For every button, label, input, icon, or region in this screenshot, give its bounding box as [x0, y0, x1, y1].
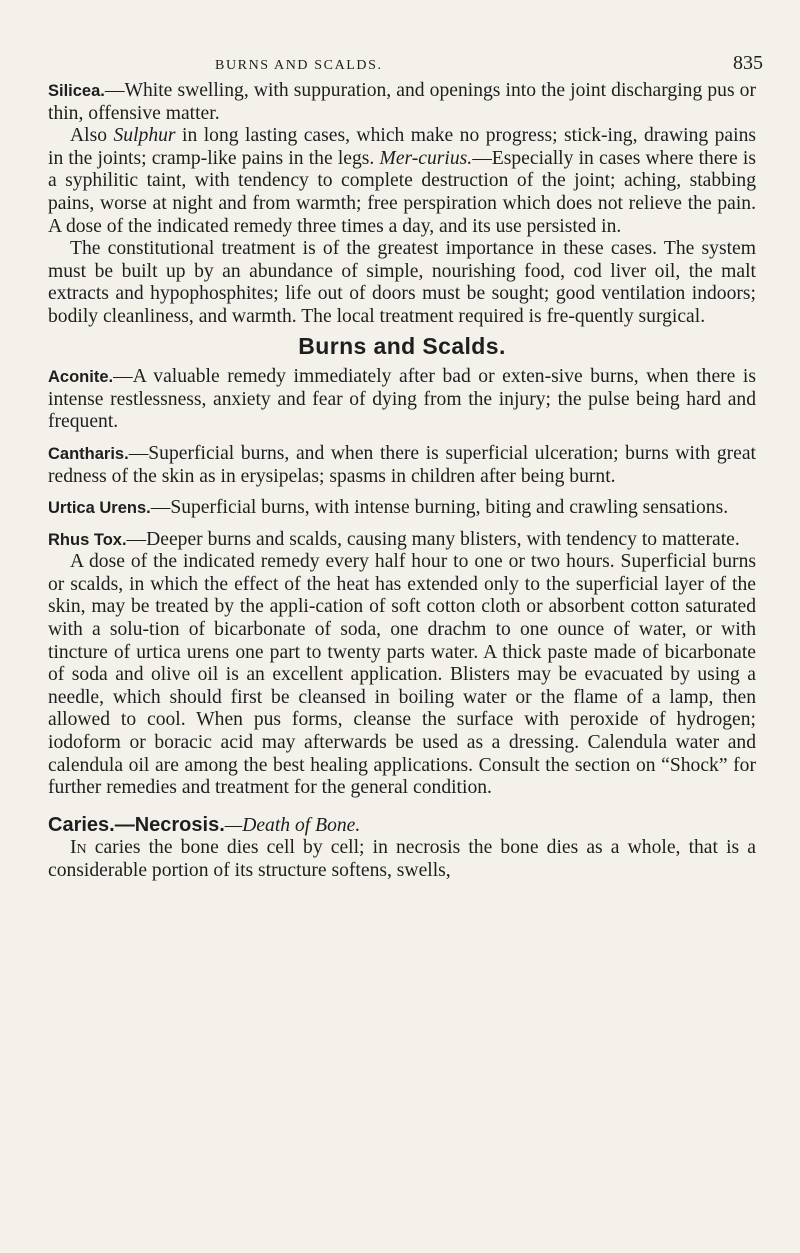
rhus-paragraph: Rhus Tox.—Deeper burns and scalds, causing many blisters, with tendency to matterate.	[48, 528, 740, 550]
silicea-paragraph: Silicea.—White swelling, with suppuration, and openings into the joint discharging pus or thin, offensive matter.	[48, 80, 756, 124]
caries-paragraph: In caries the bone dies cell by cell; in necrosis the bone dies as a whole, that is a considerable portion of its structure softens, swells,	[48, 837, 756, 881]
remedy-name: Sulphur	[113, 125, 176, 147]
cantharis-paragraph: Cantharis.—Superficial burns, and when there is superficial ulceration; burns with great redness of the skin as in erysipelas; spasms in children after being burnt.	[48, 442, 756, 487]
remedy-name: Rhus Tox.	[48, 530, 127, 549]
caries-subtitle: —Death of Bone.	[224, 814, 361, 836]
page-number: 835	[733, 52, 763, 74]
dose-paragraph: A dose of the indicated remedy every half hour to one or two hours. Superficial burns or scalds, in which the effect of the heat has extended only to the superficial layer of the skin, may be treated by the appli-cation of soft cotton cloth or absorbent cotton saturated with a solu-tion of bicarbonate of soda, one drachm to one ounce of water, or with tincture of urtica urens one part to twenty parts water. A thick paste made of bicarbonate of soda and olive oil is an excellent application. Blisters may be evacuated by using a needle, which should first be cleansed in boiling water or the flame of a lamp, then allowed to cool. When pus forms, cleanse the surface with peroxide of hydrogen; iodoform or boracic acid may afterwards be used as a dressing. Calendula water and calendula oil are among the best healing applications. Consult the section on “Shock” for further remedies and treatment for the general condition.	[48, 551, 756, 799]
remedy-name: Mer-curius.	[379, 147, 473, 169]
section-heading-burns: Burns and Scalds.	[298, 332, 506, 359]
constitutional-paragraph: The constitutional treatment is of the greatest importance in these cases. The system must be built up by an abundance of simple, nourishing food, cod liver oil, the malt extracts and hypophosphites; life out of doors must be sought; good ventilation indoors; bodily cleanliness, and warmth. The local treatment required is fre-quently surgical.	[48, 238, 756, 327]
section-heading-caries: Caries.—Necrosis.	[48, 813, 225, 836]
body-text	[48, 80, 756, 883]
running-head: BURNS AND SCALDS.	[215, 58, 383, 73]
urtica-paragraph: Urtica Urens.—Superficial burns, with intense burning, biting and crawling sensations.	[48, 497, 729, 519]
remedy-name: Silicea.	[48, 82, 105, 100]
remedy-name: Urtica Urens.	[48, 499, 151, 518]
sulphur-paragraph: Also Sulphur in long lasting cases, which make no progress; stick-ing, drawing pains in the joints; cramp-like pains in the legs. Mer-curius.—Especially in cases where there is a syphilitic taint, with tendency to complete destruction of the joint; aching, stabbing pains, worse at night and from warmth; free perspiration which does not relieve the pain. A dose of the indicated remedy three times a day, and its use persisted in.	[48, 125, 756, 237]
aconite-paragraph: Aconite.—A valuable remedy immediately after bad or exten-sive burns, when there is intense restlessness, anxiety and fear of dying from the injury; the pulse being hard and frequent.	[48, 366, 756, 433]
remedy-name: Cantharis.	[48, 444, 129, 463]
remedy-name: Aconite.	[48, 368, 114, 387]
caries-heading-line	[48, 814, 756, 838]
